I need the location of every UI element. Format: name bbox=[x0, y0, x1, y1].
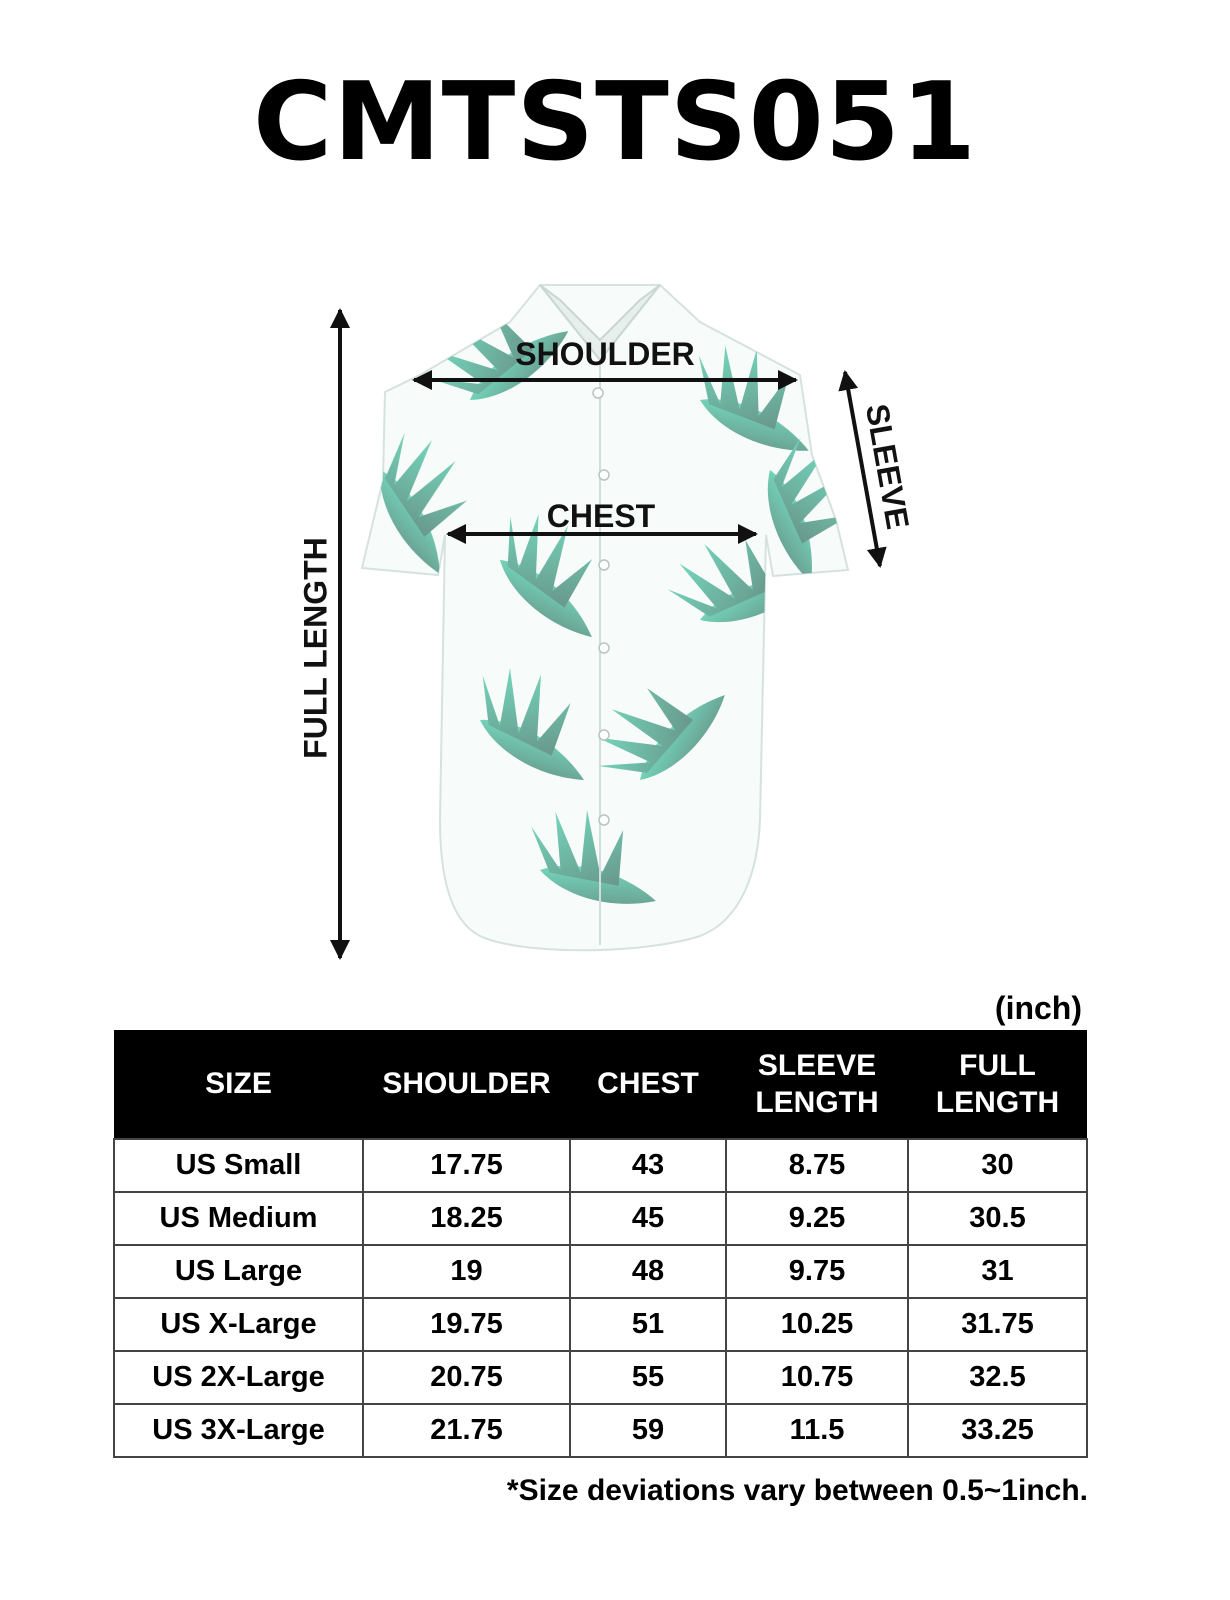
column-header-text: LENGTH bbox=[935, 1086, 1060, 1119]
size-chart-table bbox=[113, 1030, 1088, 1458]
table-row bbox=[114, 1404, 1087, 1457]
table-cell-full-length: 33.25 bbox=[908, 1404, 1087, 1457]
table-row bbox=[114, 1139, 1087, 1192]
table-cell-full-length: 32.5 bbox=[908, 1351, 1087, 1404]
table-row bbox=[114, 1192, 1087, 1245]
unit-label: (inch) bbox=[994, 990, 1082, 1026]
table-cell-chest: 43 bbox=[570, 1139, 726, 1192]
column-header-text: SHOULDER bbox=[382, 1067, 551, 1101]
table-row bbox=[114, 1351, 1087, 1404]
table-cell-size: US 2X-Large bbox=[114, 1351, 363, 1404]
table-cell-size: US Large bbox=[114, 1245, 363, 1298]
table-cell-sleeve-length: 8.75 bbox=[726, 1139, 908, 1192]
column-header-text: CHEST bbox=[597, 1067, 699, 1101]
full-length-label: FULL LENGTH bbox=[297, 537, 334, 759]
table-row bbox=[114, 1245, 1087, 1298]
column-header-text: LENGTH bbox=[755, 1086, 879, 1119]
table-header-row bbox=[114, 1030, 1087, 1139]
column-header-size bbox=[114, 1030, 363, 1139]
table-cell-size: US Small bbox=[114, 1139, 363, 1192]
table-cell-size: US X-Large bbox=[114, 1298, 363, 1351]
table-cell-chest: 45 bbox=[570, 1192, 726, 1245]
table-cell-size: US Medium bbox=[114, 1192, 363, 1245]
product-code-title: CMTSTS051 bbox=[252, 60, 978, 185]
table-cell-sleeve-length: 11.5 bbox=[726, 1404, 908, 1457]
table-cell-sleeve-length: 10.75 bbox=[726, 1351, 908, 1404]
table-cell-chest: 48 bbox=[570, 1245, 726, 1298]
table-cell-chest: 55 bbox=[570, 1351, 726, 1404]
column-header-shoulder bbox=[363, 1030, 570, 1139]
table-cell-full-length: 31 bbox=[908, 1245, 1087, 1298]
column-header-full-length bbox=[908, 1030, 1087, 1139]
table-cell-sleeve-length: 9.75 bbox=[726, 1245, 908, 1298]
table-cell-chest: 51 bbox=[570, 1298, 726, 1351]
table-cell-shoulder: 20.75 bbox=[363, 1351, 570, 1404]
table-cell-full-length: 30.5 bbox=[908, 1192, 1087, 1245]
table-cell-size: US 3X-Large bbox=[114, 1404, 363, 1457]
table-cell-shoulder: 21.75 bbox=[363, 1404, 570, 1457]
table-cell-shoulder: 17.75 bbox=[363, 1139, 570, 1192]
table-cell-full-length: 30 bbox=[908, 1139, 1087, 1192]
table-cell-sleeve-length: 9.25 bbox=[726, 1192, 908, 1245]
column-header-sleeve-length bbox=[726, 1030, 908, 1139]
table-cell-shoulder: 18.25 bbox=[363, 1192, 570, 1245]
table-row bbox=[114, 1298, 1087, 1351]
column-header-chest bbox=[570, 1030, 726, 1139]
column-header-text: FULL bbox=[959, 1048, 1036, 1082]
sleeve-label: SLEEVE bbox=[858, 401, 917, 532]
table-cell-shoulder: 19.75 bbox=[363, 1298, 570, 1351]
chest-label: CHEST bbox=[546, 498, 656, 534]
column-header-text: SLEEVE bbox=[757, 1048, 877, 1082]
table-cell-full-length: 31.75 bbox=[908, 1298, 1087, 1351]
table-cell-shoulder: 19 bbox=[363, 1245, 570, 1298]
table-cell-sleeve-length: 10.25 bbox=[726, 1298, 908, 1351]
size-deviation-note: *Size deviations vary between 0.5~1inch. bbox=[506, 1474, 1088, 1507]
shirt-image bbox=[357, 274, 877, 950]
shoulder-label: SHOULDER bbox=[515, 336, 695, 372]
column-header-text: SIZE bbox=[205, 1067, 272, 1101]
table-cell-chest: 59 bbox=[570, 1404, 726, 1457]
